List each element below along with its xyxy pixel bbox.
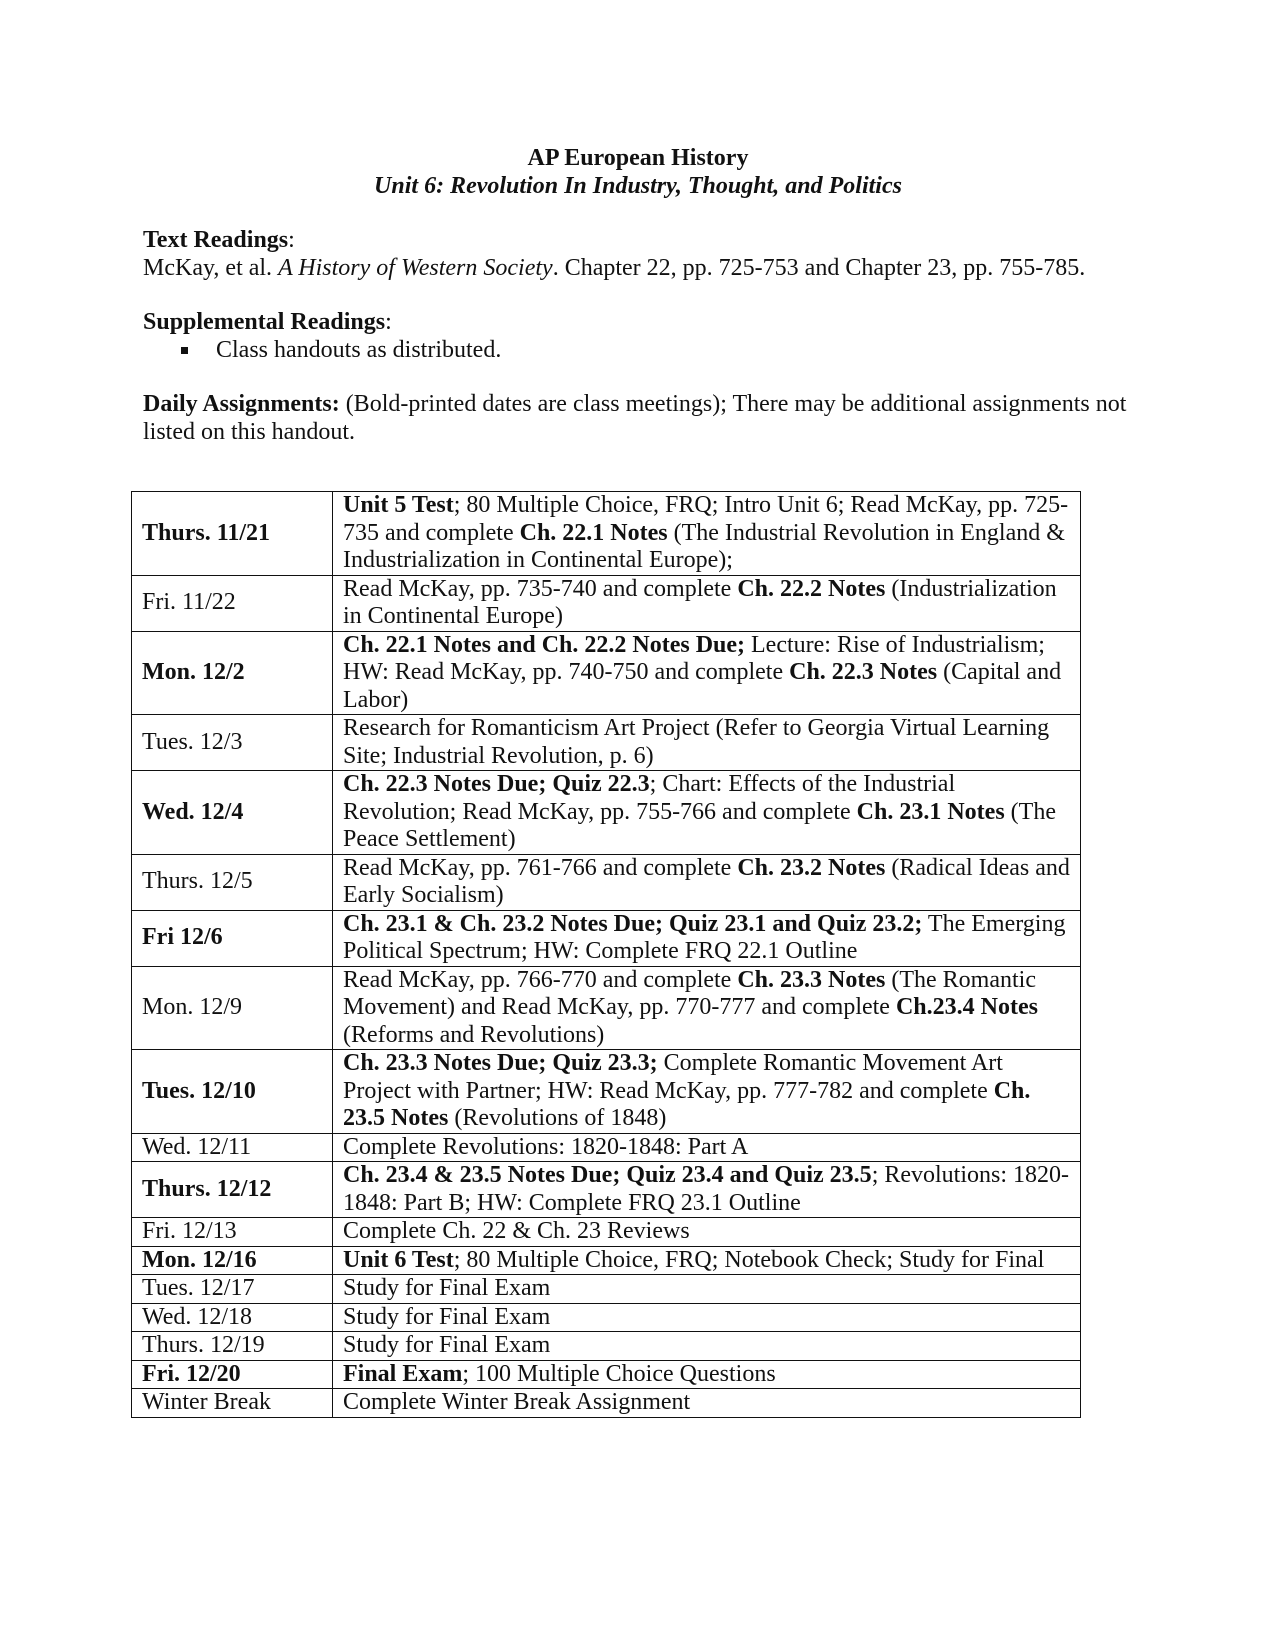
table-row [132, 1050, 1081, 1134]
schedule-date: Tues. 12/10 [132, 1050, 333, 1134]
assignment-text: Ch. 23.3 Notes [737, 966, 886, 993]
table-row [132, 1360, 1081, 1389]
table-row [132, 910, 1081, 966]
assignment-text: Lecture: Rise of Industrialism; HW: Read McKay, pp. 740-750 and complete [343, 631, 1045, 685]
table-row [132, 492, 1081, 576]
assignment-text: (Radical Ideas and Early Socialism) [343, 854, 1070, 908]
assignment-text: Final Exam [343, 1360, 463, 1387]
schedule-table [131, 491, 1081, 1418]
schedule-date: Wed. 12/18 [132, 1303, 333, 1332]
assignment-text: Ch. 23.2 Notes [737, 854, 886, 881]
assignment-text: Ch. 23.5 Notes [343, 1077, 1031, 1131]
assignment-text: ; 80 Multiple Choice, FRQ; Intro Unit 6; Read McKay, pp. 725-735 and complete [343, 492, 1069, 546]
assignment-text: Ch. 23.1 & Ch. 23.2 Notes Due; Quiz 23.1 and Quiz 23.2; [343, 910, 923, 937]
supplemental-heading: Supplemental Readings: [143, 309, 392, 335]
schedule-assignment [333, 1246, 1081, 1275]
schedule-assignment [333, 1360, 1081, 1389]
schedule-assignment [333, 1389, 1081, 1418]
schedule-assignment [333, 631, 1081, 715]
assignment-text: (Capital and Labor) [343, 659, 1062, 713]
assignment-text: ; 100 Multiple Choice Questions [462, 1360, 776, 1387]
schedule-assignment [333, 966, 1081, 1050]
assignment-text: Study for Final Exam [343, 1275, 551, 1301]
table-row [132, 1218, 1081, 1247]
table-row [132, 771, 1081, 855]
assignment-text: Ch. 23.1 Notes [856, 798, 1005, 825]
schedule-assignment [333, 1050, 1081, 1134]
schedule-assignment [333, 1162, 1081, 1218]
table-row [132, 854, 1081, 910]
assignment-text: Read McKay, pp. 766-770 and complete [343, 966, 738, 993]
table-row [132, 1246, 1081, 1275]
assignment-text: Ch. 22.3 Notes [789, 659, 938, 685]
schedule-date: Wed. 12/4 [132, 771, 333, 855]
schedule-date: Fri 12/6 [132, 910, 333, 966]
table-row [132, 1162, 1081, 1218]
schedule-assignment [333, 492, 1081, 576]
schedule-assignment [333, 575, 1081, 631]
schedule-date: Fri. 12/13 [132, 1218, 333, 1247]
assignment-text: (Industrialization in Continental Europe) [343, 575, 1057, 629]
assignment-text: (The Peace Settlement) [343, 798, 1056, 852]
schedule-assignment [333, 715, 1081, 771]
table-row [132, 715, 1081, 771]
assignment-text: Research for Romanticism Art Project (Refer to Georgia Virtual Learning Site; Industrial Revolution, p. 6) [343, 715, 1050, 769]
assignment-text: ; Chart: Effects of the Industrial Revolution; Read McKay, pp. 755-766 and complete [343, 771, 956, 825]
square-bullet-icon [181, 347, 188, 354]
assignment-text: (The Industrial Revolution in England & Industrialization in Continental Europe); [343, 519, 1065, 573]
schedule-date: Fri. 12/20 [132, 1360, 333, 1389]
document-title: AP European History [527, 145, 749, 171]
daily-assignments-intro: Daily Assignments: (Bold-printed dates are class meetings); There may be additional assignments not listed on this handout. [143, 391, 1127, 445]
table-row [132, 1389, 1081, 1418]
assignment-text: Read McKay, pp. 735-740 and complete [343, 575, 738, 602]
assignment-text: Study for Final Exam [343, 1303, 551, 1330]
schedule-assignment [333, 1332, 1081, 1361]
schedule-date: Thurs. 12/5 [132, 854, 333, 910]
schedule-assignment [333, 910, 1081, 966]
schedule-date: Wed. 12/11 [132, 1133, 333, 1162]
assignment-text: ; Revolutions: 1820-1848: Part B; HW: Complete FRQ 23.1 Outline [343, 1162, 1070, 1216]
schedule-date: Fri. 11/22 [132, 575, 333, 631]
assignment-text: Complete Romantic Movement Art Project with Partner; HW: Read McKay, pp. 777-782 and complete [343, 1050, 1003, 1104]
list-item: Class handouts as distributed. [178, 337, 1133, 365]
assignment-text: Ch. 22.3 Notes Due; Quiz 22.3 [343, 771, 650, 797]
assignment-text: (Revolutions of 1848) [448, 1105, 667, 1131]
schedule-date: Mon. 12/16 [132, 1246, 333, 1275]
assignment-text: Ch. 23.4 & 23.5 Notes Due; Quiz 23.4 and Quiz 23.5 [343, 1162, 872, 1188]
table-row [132, 1303, 1081, 1332]
document-page [143, 145, 1133, 446]
assignment-text: Unit 6 Test [343, 1246, 454, 1273]
schedule-date: Thurs. 12/12 [132, 1162, 333, 1218]
schedule-date: Thurs. 12/19 [132, 1332, 333, 1361]
assignment-text: Ch. 22.1 Notes and Ch. 22.2 Notes Due; [343, 631, 746, 658]
schedule-date: Thurs. 11/21 [132, 492, 333, 576]
table-row [132, 575, 1081, 631]
assignment-text: ; 80 Multiple Choice, FRQ; Notebook Check; Study for Final [453, 1246, 1045, 1273]
text-readings-heading: Text Readings: [143, 227, 295, 253]
schedule-date: Winter Break [132, 1389, 333, 1418]
table-row [132, 1332, 1081, 1361]
schedule-date: Mon. 12/2 [132, 631, 333, 715]
schedule-date: Mon. 12/9 [132, 966, 333, 1050]
assignment-text: Unit 5 Test [343, 492, 454, 518]
schedule-assignment [333, 771, 1081, 855]
schedule-date: Tues. 12/17 [132, 1275, 333, 1304]
assignment-text: The Emerging Political Spectrum; HW: Complete FRQ 22.1 Outline [343, 910, 1066, 964]
supplemental-list [143, 337, 1133, 365]
table-row [132, 631, 1081, 715]
assignment-text: Complete Revolutions: 1820-1848: Part A [343, 1133, 749, 1160]
assignment-text: (The Romantic Movement) and Read McKay, pp. 770-777 and complete [343, 966, 1036, 1020]
schedule-date: Tues. 12/3 [132, 715, 333, 771]
assignment-text: Ch.23.4 Notes [895, 994, 1038, 1020]
schedule-assignment [333, 1303, 1081, 1332]
assignment-text: (Reforms and Revolutions) [343, 1021, 605, 1048]
assignment-text: Complete Winter Break Assignment [343, 1389, 691, 1415]
assignment-text: Study for Final Exam [343, 1332, 551, 1358]
schedule-assignment [333, 1133, 1081, 1162]
assignment-text: Ch. 22.1 Notes [519, 519, 668, 546]
assignment-text: Read McKay, pp. 761-766 and complete [343, 854, 738, 881]
document-subtitle: Unit 6: Revolution In Industry, Thought, and Politics [374, 172, 902, 199]
assignment-text: Complete Ch. 22 & Ch. 23 Reviews [343, 1218, 690, 1244]
table-row [132, 966, 1081, 1050]
assignment-text: Ch. 22.2 Notes [737, 575, 886, 602]
schedule-assignment [333, 1218, 1081, 1247]
book-title: A History of Western Society [278, 254, 553, 281]
schedule-assignment [333, 854, 1081, 910]
schedule-assignment [333, 1275, 1081, 1304]
text-readings-body: McKay, et al. A History of Western Society. Chapter 22, pp. 725-753 and Chapter 23, pp. 755-785. [143, 254, 1086, 281]
table-row [132, 1275, 1081, 1304]
table-row [132, 1133, 1081, 1162]
assignment-text: Ch. 23.3 Notes Due; Quiz 23.3; [343, 1050, 658, 1076]
